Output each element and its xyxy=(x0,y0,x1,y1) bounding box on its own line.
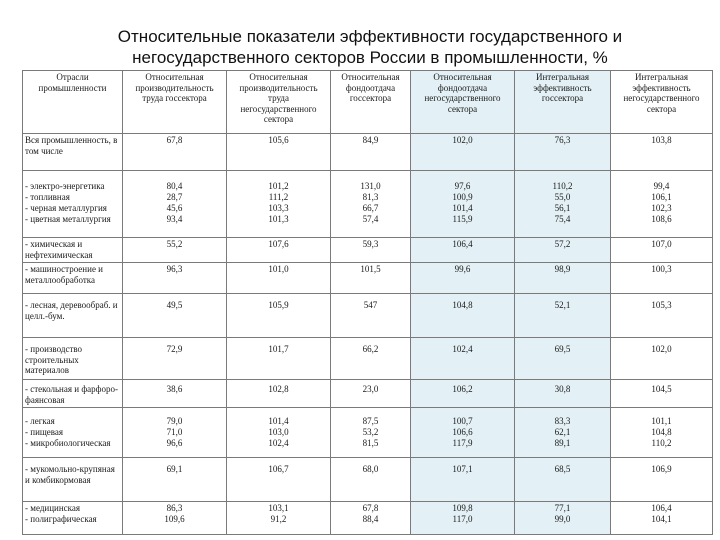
industry-name: - машиностроение и металлообработка xyxy=(25,264,103,285)
integral-nongov-value: 100,3 xyxy=(651,264,672,274)
integral-nongov-value: 110,2 xyxy=(651,438,672,448)
header-capital-nongov: Относительная фондоотдача негосударственного сектора xyxy=(411,71,515,134)
industry-cell xyxy=(23,380,123,408)
capital-nongov-cell xyxy=(411,380,515,408)
labor-nongov-value: 91,2 xyxy=(270,514,287,524)
capital-gov-value: 67,8 xyxy=(362,503,379,513)
labor-nongov-value: 105,9 xyxy=(268,300,289,310)
labor-nongov-value: 101,3 xyxy=(268,214,289,224)
capital-nongov-cell xyxy=(411,263,515,294)
labor-gov-cell xyxy=(123,502,227,535)
integral-gov-value: 76,3 xyxy=(554,135,571,145)
labor-gov-value: 86,3 xyxy=(166,503,183,513)
header-integral-nongov: Интегральная эффективность негосударственного сектора xyxy=(611,71,713,134)
industry-cell xyxy=(23,171,123,238)
industry-cell xyxy=(23,263,123,294)
capital-nongov-value: 102,0 xyxy=(452,135,473,145)
header-industry: Отрасли промышленности xyxy=(23,71,123,134)
labor-gov-value: 93,4 xyxy=(166,214,183,224)
integral-nongov-value: 106,4 xyxy=(651,503,672,513)
labor-nongov-cell xyxy=(227,502,331,535)
integral-gov-value: 55,0 xyxy=(554,192,571,202)
labor-nongov-cell xyxy=(227,458,331,502)
industry-name: - пищевая xyxy=(25,427,64,437)
integral-nongov-cell xyxy=(611,408,713,458)
title-line-2: негосударственного секторов России в промышленности, % xyxy=(132,48,608,67)
table-row xyxy=(23,338,713,380)
labor-gov-value: 69,1 xyxy=(166,464,183,474)
labor-gov-value: 28,7 xyxy=(166,192,183,202)
integral-nongov-value: 104,1 xyxy=(651,514,672,524)
title-line-1: Относительные показатели эффективности государственного и xyxy=(117,27,623,46)
labor-gov-cell xyxy=(123,134,227,171)
labor-nongov-cell xyxy=(227,238,331,263)
labor-gov-value: 96,3 xyxy=(166,264,183,274)
capital-gov-cell xyxy=(331,171,411,238)
capital-nongov-cell xyxy=(411,408,515,458)
capital-nongov-value: 115,9 xyxy=(452,214,473,224)
industry-name: - черная металлургия xyxy=(25,203,107,213)
integral-nongov-value: 104,5 xyxy=(651,384,672,394)
industry-name: - топливная xyxy=(25,192,70,202)
page-title xyxy=(60,26,680,68)
labor-gov-value: 109,6 xyxy=(164,514,185,524)
header-labor-nongov: Относительная производительность труда негосударственного сектора xyxy=(227,71,331,134)
industry-name: - электро-энергетика xyxy=(25,181,105,191)
integral-nongov-value: 102,0 xyxy=(651,344,672,354)
table-row xyxy=(23,294,713,338)
capital-gov-cell xyxy=(331,380,411,408)
capital-nongov-value: 102,4 xyxy=(452,344,473,354)
capital-gov-value: 53,2 xyxy=(362,427,379,437)
capital-gov-value: 87,5 xyxy=(362,416,379,426)
industry-name: - цветная металлургия xyxy=(25,214,111,224)
integral-gov-cell xyxy=(515,458,611,502)
capital-gov-cell xyxy=(331,134,411,171)
integral-nongov-cell xyxy=(611,171,713,238)
integral-nongov-value: 105,3 xyxy=(651,300,672,310)
industry-name: - полиграфическая xyxy=(25,514,97,524)
capital-nongov-value: 104,8 xyxy=(452,300,473,310)
capital-gov-value: 57,4 xyxy=(362,214,379,224)
integral-gov-cell xyxy=(515,294,611,338)
integral-gov-value: 56,1 xyxy=(554,203,571,213)
table-row xyxy=(23,408,713,458)
labor-gov-value: 79,0 xyxy=(166,416,183,426)
capital-nongov-cell xyxy=(411,338,515,380)
labor-gov-value: 38,6 xyxy=(166,384,183,394)
labor-gov-cell xyxy=(123,408,227,458)
capital-nongov-value: 101,4 xyxy=(452,203,473,213)
table-row xyxy=(23,134,713,171)
capital-nongov-value: 109,8 xyxy=(452,503,473,513)
industry-cell xyxy=(23,238,123,263)
integral-nongov-cell xyxy=(611,502,713,535)
industry-name: - микробиологическая xyxy=(25,438,111,448)
capital-nongov-value: 99,6 xyxy=(454,264,471,274)
integral-nongov-value: 101,1 xyxy=(651,416,672,426)
table-row xyxy=(23,380,713,408)
labor-gov-cell xyxy=(123,263,227,294)
capital-nongov-cell xyxy=(411,294,515,338)
integral-nongov-cell xyxy=(611,458,713,502)
integral-nongov-cell xyxy=(611,238,713,263)
labor-nongov-value: 107,6 xyxy=(268,239,289,249)
integral-gov-cell xyxy=(515,502,611,535)
labor-nongov-value: 103,1 xyxy=(268,503,289,513)
capital-nongov-value: 100,7 xyxy=(452,416,473,426)
header-row xyxy=(23,71,713,134)
capital-nongov-value: 97,6 xyxy=(454,181,471,191)
integral-gov-value: 62,1 xyxy=(554,427,571,437)
table-row xyxy=(23,458,713,502)
integral-nongov-cell xyxy=(611,380,713,408)
labor-gov-value: 96,6 xyxy=(166,438,183,448)
labor-nongov-cell xyxy=(227,263,331,294)
capital-gov-cell xyxy=(331,338,411,380)
integral-gov-value: 99,0 xyxy=(554,514,571,524)
labor-gov-value: 55,2 xyxy=(166,239,183,249)
capital-gov-cell xyxy=(331,238,411,263)
labor-gov-cell xyxy=(123,294,227,338)
integral-gov-value: 57,2 xyxy=(554,239,571,249)
integral-gov-value: 69,5 xyxy=(554,344,571,354)
labor-nongov-value: 101,7 xyxy=(268,344,289,354)
industry-name: - химическая и нефтехимическая xyxy=(25,239,93,260)
capital-gov-value: 59,3 xyxy=(362,239,379,249)
industry-cell xyxy=(23,408,123,458)
labor-nongov-value: 102,8 xyxy=(268,384,289,394)
industry-name: Вся промышленность, в том числе xyxy=(25,135,118,156)
integral-gov-cell xyxy=(515,238,611,263)
labor-gov-cell xyxy=(123,458,227,502)
labor-nongov-value: 103,3 xyxy=(268,203,289,213)
integral-nongov-value: 108,6 xyxy=(651,214,672,224)
integral-gov-value: 89,1 xyxy=(554,438,571,448)
integral-gov-value: 52,1 xyxy=(554,300,571,310)
integral-gov-cell xyxy=(515,338,611,380)
industry-cell xyxy=(23,338,123,380)
labor-nongov-value: 105,6 xyxy=(268,135,289,145)
integral-nongov-value: 107,0 xyxy=(651,239,672,249)
industry-name: - мукомольно-крупяная и комбикормовая xyxy=(25,464,115,485)
table-row xyxy=(23,502,713,535)
integral-gov-value: 98,9 xyxy=(554,264,571,274)
labor-nongov-value: 103,0 xyxy=(268,427,289,437)
efficiency-table xyxy=(22,70,713,535)
labor-nongov-value: 106,7 xyxy=(268,464,289,474)
integral-gov-cell xyxy=(515,408,611,458)
labor-gov-cell xyxy=(123,380,227,408)
labor-nongov-value: 102,4 xyxy=(268,438,289,448)
industry-cell xyxy=(23,458,123,502)
table-row xyxy=(23,263,713,294)
table-row xyxy=(23,171,713,238)
industry-name: - медицинская xyxy=(25,503,81,513)
capital-gov-value: 66,7 xyxy=(362,203,379,213)
header-capital-gov: Относительная фондоотдача госсектора xyxy=(331,71,411,134)
capital-nongov-cell xyxy=(411,502,515,535)
industry-name: - производство строительных материалов xyxy=(25,344,83,375)
labor-nongov-cell xyxy=(227,380,331,408)
capital-nongov-cell xyxy=(411,238,515,263)
labor-nongov-value: 111,2 xyxy=(268,192,289,202)
integral-gov-value: 83,3 xyxy=(554,416,571,426)
integral-gov-value: 68,5 xyxy=(554,464,571,474)
table-row xyxy=(23,238,713,263)
integral-nongov-cell xyxy=(611,338,713,380)
capital-nongov-value: 117,0 xyxy=(452,514,473,524)
labor-nongov-value: 101,2 xyxy=(268,181,289,191)
integral-gov-cell xyxy=(515,263,611,294)
labor-gov-value: 45,6 xyxy=(166,203,183,213)
integral-nongov-cell xyxy=(611,294,713,338)
capital-gov-cell xyxy=(331,458,411,502)
labor-nongov-cell xyxy=(227,171,331,238)
capital-gov-value: 547 xyxy=(363,300,378,310)
integral-nongov-value: 103,8 xyxy=(651,135,672,145)
capital-nongov-cell xyxy=(411,171,515,238)
integral-gov-cell xyxy=(515,134,611,171)
capital-nongov-value: 106,2 xyxy=(452,384,473,394)
capital-gov-cell xyxy=(331,263,411,294)
capital-gov-cell xyxy=(331,502,411,535)
integral-nongov-value: 99,4 xyxy=(653,181,670,191)
labor-gov-value: 72,9 xyxy=(166,344,183,354)
capital-nongov-value: 100,9 xyxy=(452,192,473,202)
labor-gov-value: 80,4 xyxy=(166,181,183,191)
integral-gov-value: 110,2 xyxy=(552,181,573,191)
capital-gov-value: 81,5 xyxy=(362,438,379,448)
capital-gov-value: 81,3 xyxy=(362,192,379,202)
labor-gov-value: 49,5 xyxy=(166,300,183,310)
capital-gov-value: 101,5 xyxy=(360,264,381,274)
labor-nongov-cell xyxy=(227,408,331,458)
integral-nongov-cell xyxy=(611,134,713,171)
industry-name: - легкая xyxy=(25,416,55,426)
labor-gov-cell xyxy=(123,238,227,263)
capital-nongov-cell xyxy=(411,134,515,171)
header-integral-gov: Интегральная эффективность госсектора xyxy=(515,71,611,134)
capital-gov-cell xyxy=(331,408,411,458)
labor-gov-value: 67,8 xyxy=(166,135,183,145)
integral-gov-cell xyxy=(515,380,611,408)
integral-gov-value: 75,4 xyxy=(554,214,571,224)
industry-cell xyxy=(23,134,123,171)
labor-nongov-cell xyxy=(227,338,331,380)
labor-gov-cell xyxy=(123,171,227,238)
labor-nongov-value: 101,0 xyxy=(268,264,289,274)
capital-gov-value: 88,4 xyxy=(362,514,379,524)
integral-nongov-value: 104,8 xyxy=(651,427,672,437)
integral-gov-cell xyxy=(515,171,611,238)
capital-nongov-cell xyxy=(411,458,515,502)
capital-nongov-value: 107,1 xyxy=(452,464,473,474)
industry-cell xyxy=(23,502,123,535)
integral-nongov-cell xyxy=(611,263,713,294)
capital-nongov-value: 106,6 xyxy=(452,427,473,437)
capital-gov-cell xyxy=(331,294,411,338)
integral-nongov-value: 106,9 xyxy=(651,464,672,474)
labor-nongov-cell xyxy=(227,294,331,338)
industry-name: - стекольная и фарфоро-фаянсовая xyxy=(25,384,118,405)
integral-nongov-value: 102,3 xyxy=(651,203,672,213)
capital-gov-value: 131,0 xyxy=(360,181,381,191)
labor-nongov-cell xyxy=(227,134,331,171)
labor-gov-cell xyxy=(123,338,227,380)
integral-gov-value: 30,8 xyxy=(554,384,571,394)
capital-gov-value: 68,0 xyxy=(362,464,379,474)
industry-name: - лесная, деревообраб. и целл.-бум. xyxy=(25,300,118,321)
integral-nongov-value: 106,1 xyxy=(651,192,672,202)
header-labor-gov: Относительная производительность труда госсектора xyxy=(123,71,227,134)
labor-gov-value: 71,0 xyxy=(166,427,183,437)
capital-gov-value: 66,2 xyxy=(362,344,379,354)
capital-gov-value: 84,9 xyxy=(362,135,379,145)
industry-cell xyxy=(23,294,123,338)
labor-nongov-value: 101,4 xyxy=(268,416,289,426)
integral-gov-value: 77,1 xyxy=(554,503,571,513)
capital-nongov-value: 106,4 xyxy=(452,239,473,249)
capital-gov-value: 23,0 xyxy=(362,384,379,394)
capital-nongov-value: 117,9 xyxy=(452,438,473,448)
